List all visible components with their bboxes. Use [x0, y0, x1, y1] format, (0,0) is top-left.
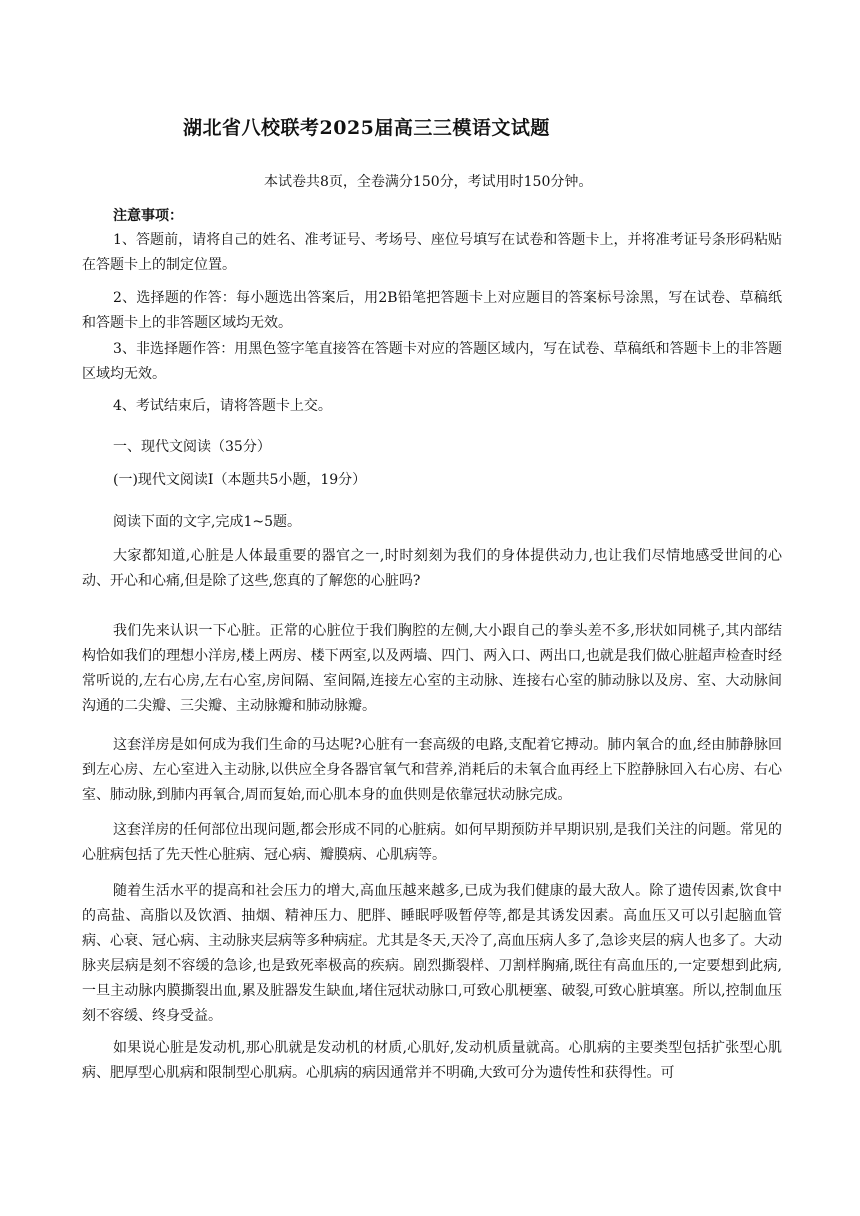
reading-paragraph-4: 这套洋房的任何部位出现问题,都会形成不同的心脏病。如何早期预防并早期识别,是我们关注的问题。常见的心脏病包括了先天性心脏病、冠心病、瓣膜病、心肌病等。 [82, 822, 782, 863]
notice-item-4: 4、考试结束后，请将答题卡上交。 [113, 398, 332, 414]
reading-paragraph-1: 大家都知道,心脏是人体最重要的器官之一,时时刻刻为我们的身体提供动力,也让我们尽情地感受世间的心动、开心和心痛,但是除了这些,您真的了解您的心脏吗? [82, 548, 782, 589]
notice-item-1: 1、答题前，请将自己的姓名、准考证号、考场号、座位号填写在试卷和答题卡上，并将准考证号条形码粘贴在答题卡上的制定位置。 [82, 232, 782, 273]
reading-instruction: 阅读下面的文字,完成1~5题。 [113, 514, 301, 530]
exam-subtitle: 本试卷共8页，全卷满分150分，考试用时150分钟。 [264, 174, 593, 190]
reading-paragraph-5: 随着生活水平的提高和社会压力的增大,高血压越来越多,已成为我们健康的最大敌人。除了遗传因素,饮食中的高盐、高脂以及饮酒、抽烟、精神压力、肥胖、睡眠呼吸暂停等,都是其诱发因素。高血压又可以引起脑血管病、心衰、冠心病、主动脉夹层病等多种病症。尤其是冬天,天冷了,高血压病人多了,急诊夹层的病人也多了。大动脉夹层病是刻不容缓的急诊,也是致死率极高的疾病。剧烈撕裂样、刀割样胸痛,既往有高血压的,一定要想到此病,一旦主动脉内膜撕裂出血,累及脏器发生缺血,堵住冠状动脉口,可致心肌梗塞、破裂,可致心脏填塞。所以,控制血压刻不容缓、终身受益。 [82, 883, 782, 1024]
reading-paragraph-3: 这套洋房是如何成为我们生命的马达呢?心脏有一套高级的电路,支配着它搏动。肺内氧合的血,经由肺静脉回到左心房、左心室进入主动脉,以供应全身各器官氧气和营养,消耗后的未氧合血再经上下腔静脉回入右心房、右心室、肺动脉,到肺内再氧合,周而复始,而心肌本身的血供则是依靠冠状动脉完成。 [82, 737, 782, 803]
subsection-heading: (一)现代文阅读Ⅰ（本题共5小题，19分） [113, 472, 367, 488]
section-heading: 一、现代文阅读（35分） [113, 439, 271, 455]
reading-paragraph-2: 我们先来认识一下心脏。正常的心脏位于我们胸腔的左侧,大小跟自己的拳头差不多,形状如同桃子,其内部结构恰如我们的理想小洋房,楼上两房、楼下两室,以及两墙、四门、两入口、两出口,也就是我们做心脏超声检查时经常听说的,左右心房,左右心室,房间隔、室间隔,连接左心室的主动脉、连接右心室的肺动脉以及房、室、大动脉间沟通的二尖瓣、三尖瓣、主动脉瓣和肺动脉瓣。 [82, 623, 782, 714]
reading-paragraph-6: 如果说心脏是发动机,那心肌就是发动机的材质,心肌好,发动机质量就高。心肌病的主要类型包括扩张型心肌病、肥厚型心肌病和限制型心肌病。心肌病的病因通常并不明确,大致可分为遗传性和获得性。可 [82, 1040, 782, 1081]
exam-title: 湖北省八校联考2025届高三三模语文试题 [183, 117, 550, 139]
notice-item-3: 3、非选择题作答：用黑色签字笔直接答在答题卡对应的答题区域内，写在试卷、草稿纸和答题卡上的非答题区域均无效。 [82, 341, 782, 382]
notice-item-2: 2、选择题的作答：每小题选出答案后，用2B铅笔把答题卡上对应题目的答案标号涂黑，写在试卷、草稿纸和答题卡上的非答题区域均无效。 [82, 290, 782, 331]
notice-heading: 注意事项： [113, 208, 183, 224]
